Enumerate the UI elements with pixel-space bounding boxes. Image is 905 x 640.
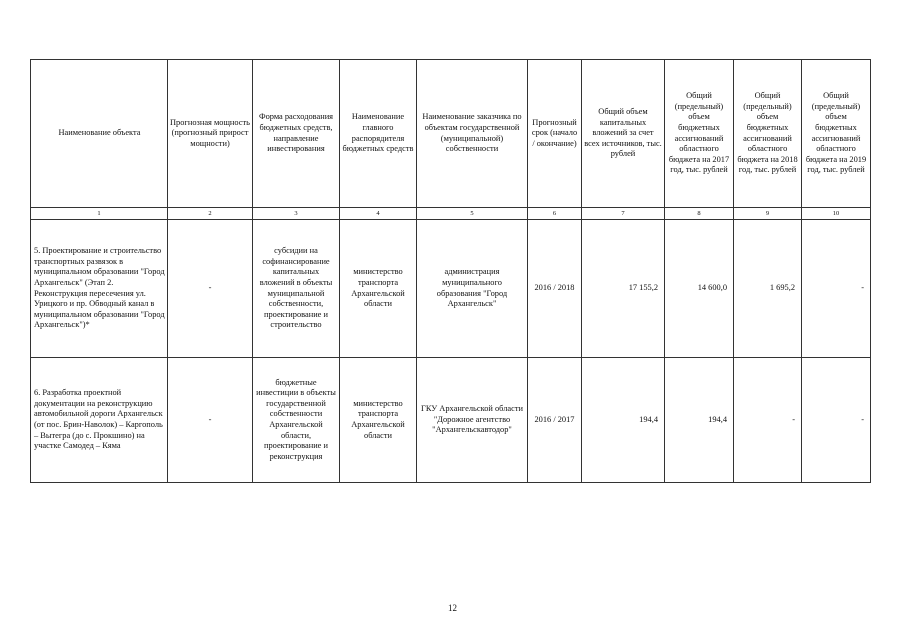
header-2019: Общий (предельный) объем бюджетных ассигнований областного бюджета на 2019 год, тыс. рублей bbox=[802, 60, 871, 208]
table-row bbox=[31, 358, 871, 483]
table-row bbox=[31, 220, 871, 358]
column-number: 8 bbox=[665, 208, 734, 220]
y2018-cell: 1 695,2 bbox=[734, 220, 802, 358]
column-number-row bbox=[31, 208, 871, 220]
header-form: Форма расходования бюджетных средств, направление инвестирования bbox=[253, 60, 340, 208]
term-cell: 2016 / 2018 bbox=[528, 220, 582, 358]
page-number: 12 bbox=[448, 603, 457, 613]
capacity-cell: - bbox=[168, 358, 253, 483]
header-distributor: Наименование главного распорядителя бюджетных средств bbox=[340, 60, 417, 208]
object-name: 5. Проектирование и строительство транспортных развязок в муниципальном образовании "Город Архангельск" (Этап 2. Реконструкция пересечения ул. Урицкого и пр. Обводный канал в муниципальном образовании "Город Архангельск")* bbox=[31, 220, 168, 358]
customer-cell: ГКУ Архангельской области "Дорожное агентство "Архангельскавтодор" bbox=[417, 358, 528, 483]
column-number: 3 bbox=[253, 208, 340, 220]
column-number: 6 bbox=[528, 208, 582, 220]
header-2018: Общий (предельный) объем бюджетных ассигнований областного бюджета на 2018 год, тыс. рублей bbox=[734, 60, 802, 208]
column-number: 10 bbox=[802, 208, 871, 220]
customer-cell: администрация муниципального образования "Город Архангельск" bbox=[417, 220, 528, 358]
header-2017: Общий (предельный) объем бюджетных ассигнований областного бюджета на 2017 год, тыс. рублей bbox=[665, 60, 734, 208]
column-number: 1 bbox=[31, 208, 168, 220]
form-cell: бюджетные инвестиции в объекты государственной собственности Архангельской области, проектирование и реконструкция bbox=[253, 358, 340, 483]
total-cell: 17 155,2 bbox=[582, 220, 665, 358]
total-cell: 194,4 bbox=[582, 358, 665, 483]
column-number: 4 bbox=[340, 208, 417, 220]
header-object: Наименование объекта bbox=[31, 60, 168, 208]
distributor-cell: министерство транспорта Архангельской области bbox=[340, 358, 417, 483]
term-cell: 2016 / 2017 bbox=[528, 358, 582, 483]
column-number: 5 bbox=[417, 208, 528, 220]
header-row bbox=[31, 60, 871, 208]
header-term: Прогнозный срок (начало / окончание) bbox=[528, 60, 582, 208]
header-total: Общий объем капитальных вложений за счет всех источников, тыс. рублей bbox=[582, 60, 665, 208]
column-number: 2 bbox=[168, 208, 253, 220]
column-number: 7 bbox=[582, 208, 665, 220]
header-customer: Наименование заказчика по объектам государственной (муниципальной) собственности bbox=[417, 60, 528, 208]
y2019-cell: - bbox=[802, 358, 871, 483]
distributor-cell: министерство транспорта Архангельской области bbox=[340, 220, 417, 358]
capacity-cell: - bbox=[168, 220, 253, 358]
budget-table bbox=[30, 59, 871, 483]
y2018-cell: - bbox=[734, 358, 802, 483]
y2019-cell: - bbox=[802, 220, 871, 358]
column-number: 9 bbox=[734, 208, 802, 220]
y2017-cell: 14 600,0 bbox=[665, 220, 734, 358]
y2017-cell: 194,4 bbox=[665, 358, 734, 483]
header-capacity: Прогнозная мощность (прогнозный прирост мощности) bbox=[168, 60, 253, 208]
object-name: 6. Разработка проектной документации на реконструкцию автомобильной дороги Архангельск (от пос. Брин-Наволок) – Каргополь – Вытегра (до с. Прокшино) на участке Самодед – Кяма bbox=[31, 358, 168, 483]
form-cell: субсидии на софинансирование капитальных вложений в объекты муниципальной собственности, проектирование и строительство bbox=[253, 220, 340, 358]
